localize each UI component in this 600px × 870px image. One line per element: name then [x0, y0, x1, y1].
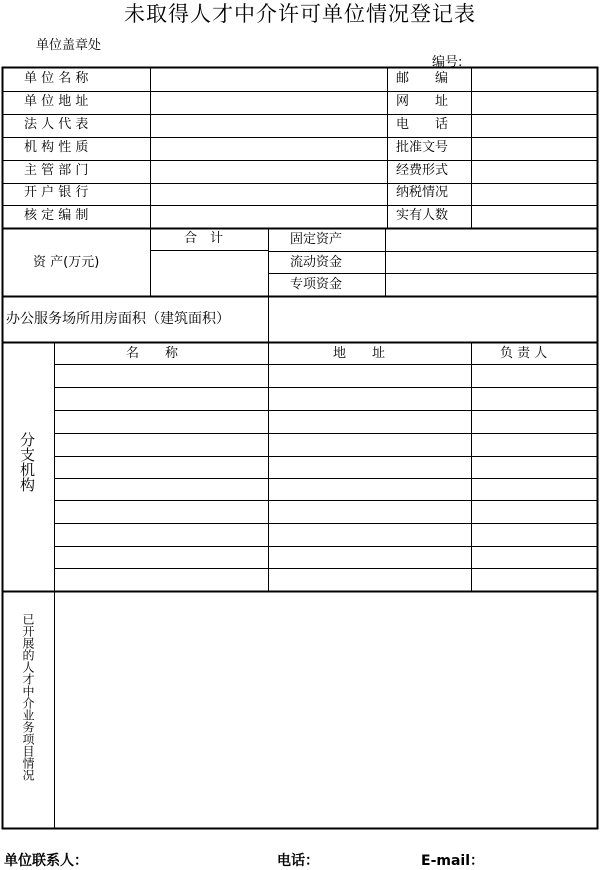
label-current-funds: 流动资金	[290, 255, 343, 270]
label-unit-address: 单 位 地 址	[24, 94, 89, 109]
stamp-label: 单位盖章处	[36, 38, 102, 53]
header-branch-manager: 负 责 人	[500, 346, 548, 361]
label-assets-total: 合 计	[184, 231, 224, 246]
footer-phone-label: 电话：	[277, 853, 319, 869]
header-branch-address: 地 址	[333, 346, 386, 361]
label-supervisor: 主 管 部 门	[24, 163, 89, 178]
label-staffing: 核 定 编 制	[24, 208, 89, 223]
label-website: 网 址	[396, 94, 449, 109]
label-headcount: 实有人数	[396, 208, 449, 223]
serial-label: 编号:	[432, 55, 463, 70]
label-tax: 纳税情况	[396, 185, 449, 200]
label-approval-no: 批准文号	[396, 140, 449, 155]
header-branch-name: 名 称	[126, 346, 179, 361]
footer-contact-label: 单位联系人：	[4, 853, 88, 869]
label-org-nature: 机 构 性 质	[24, 140, 89, 155]
label-special-funds: 专项资金	[290, 277, 343, 292]
label-phone: 电 话	[396, 117, 449, 132]
label-funding: 经费形式	[396, 163, 449, 178]
label-services: 已开展的人才中介业务项目情况	[21, 613, 35, 781]
form-title: 未取得人才中介许可单位情况登记表	[124, 2, 476, 26]
label-fixed-assets: 固定资产	[290, 232, 343, 247]
label-branches: 分支机构	[18, 432, 36, 492]
label-legal-rep: 法 人 代 表	[24, 117, 89, 132]
label-bank: 开 户 银 行	[24, 185, 89, 200]
label-unit-name: 单 位 名 称	[24, 71, 89, 86]
label-assets: 资 产(万元)	[33, 255, 100, 270]
footer-email-label: E-mail：	[421, 853, 485, 869]
label-office-area: 办公服务场所用房面积（建筑面积）	[6, 311, 230, 327]
label-postcode: 邮 编	[396, 71, 449, 86]
